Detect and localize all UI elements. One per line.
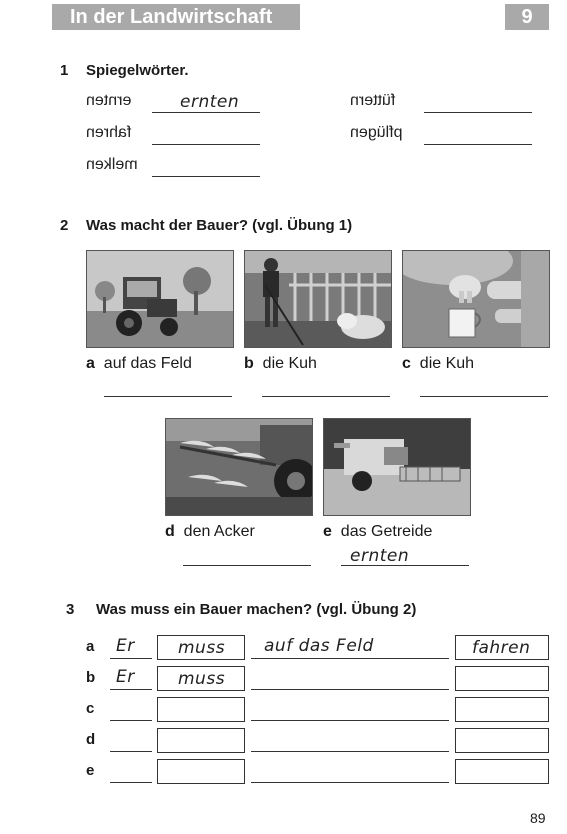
exercise-3-number: 3 — [66, 601, 75, 618]
object-line[interactable] — [251, 782, 449, 783]
exercise-2-title: Was macht der Bauer? (vgl. Übung 1) — [86, 217, 353, 234]
row-letter-b: b — [86, 669, 96, 686]
modal-a: muss — [178, 638, 226, 658]
subject-line[interactable] — [110, 720, 152, 721]
exercise-1-number: 1 — [60, 62, 69, 79]
caption-e: e das Getreide — [323, 523, 433, 540]
chapter-title: In der Landwirtschaft — [52, 4, 300, 30]
chapter-number: 9 — [505, 4, 549, 30]
subject-line[interactable] — [110, 751, 152, 752]
answer-line[interactable] — [152, 112, 260, 113]
object-line[interactable] — [251, 751, 449, 752]
mirror-word-pfluegen: pflügen — [350, 124, 403, 141]
verb-box-e[interactable] — [455, 759, 549, 784]
caption-d: d den Acker — [165, 523, 255, 540]
mirror-word-fuettern: füttern — [350, 92, 396, 109]
photo-harvester — [323, 418, 471, 516]
row-letter-a: a — [86, 638, 95, 655]
row-letter-d: d — [86, 731, 96, 748]
exercise-2-number: 2 — [60, 217, 69, 234]
caption-c: c die Kuh — [402, 355, 475, 372]
photo-farmer-stable — [244, 250, 392, 348]
modal-box-d[interactable] — [157, 728, 245, 753]
object-line[interactable] — [251, 720, 449, 721]
exercise-3-title: Was muss ein Bauer machen? (vgl. Übung 2) — [96, 601, 417, 618]
subject-a: Er — [116, 636, 135, 656]
answer-e: ernten — [350, 546, 410, 566]
subject-line[interactable] — [110, 782, 152, 783]
mirror-word-ernten: ernten — [86, 92, 132, 109]
verb-a: fahren — [472, 638, 531, 658]
object-line[interactable] — [251, 658, 449, 659]
answer-line[interactable] — [424, 144, 532, 145]
page-number: 89 — [530, 810, 546, 826]
photo-plough — [165, 418, 313, 516]
answer-line[interactable] — [152, 144, 260, 145]
verb-box-b[interactable] — [455, 666, 549, 691]
modal-b: muss — [178, 669, 226, 689]
subject-line[interactable] — [110, 658, 152, 659]
answer-ernten: ernten — [180, 92, 240, 112]
row-letter-e: e — [86, 762, 95, 779]
answer-line[interactable] — [152, 176, 260, 177]
subject-line[interactable] — [110, 689, 152, 690]
verb-box-d[interactable] — [455, 728, 549, 753]
answer-line-a[interactable] — [104, 396, 232, 397]
answer-line-b[interactable] — [262, 396, 390, 397]
answer-line[interactable] — [424, 112, 532, 113]
caption-b: b die Kuh — [244, 355, 317, 372]
mirror-word-fahren: fahren — [86, 124, 132, 141]
modal-box-e[interactable] — [157, 759, 245, 784]
object-a: auf das Feld — [264, 636, 374, 656]
verb-box-c[interactable] — [455, 697, 549, 722]
exercise-1-title: Spiegelwörter. — [86, 62, 189, 79]
modal-box-c[interactable] — [157, 697, 245, 722]
subject-b: Er — [116, 667, 135, 687]
row-letter-c: c — [86, 700, 95, 717]
answer-line-c[interactable] — [420, 396, 548, 397]
answer-line-d[interactable] — [183, 565, 311, 566]
answer-line-e[interactable] — [341, 565, 469, 566]
photo-tractor — [86, 250, 234, 348]
object-line[interactable] — [251, 689, 449, 690]
mirror-word-melken: melken — [86, 156, 138, 173]
caption-a: a auf das Feld — [86, 355, 192, 372]
photo-milking — [402, 250, 550, 348]
